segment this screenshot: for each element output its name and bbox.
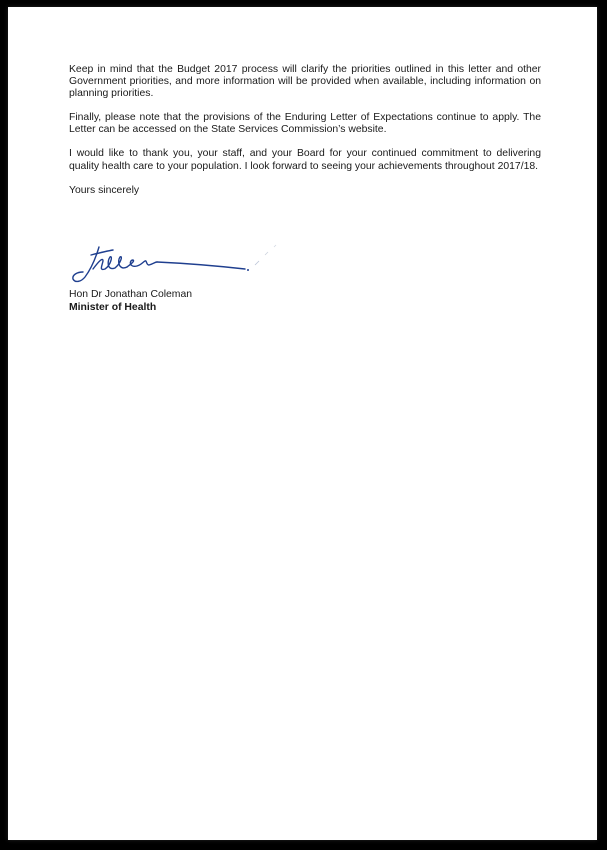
signer-name: Hon Dr Jonathan Coleman	[69, 289, 193, 300]
letter-page	[8, 7, 597, 840]
handwritten-signature	[69, 235, 284, 290]
signer-block	[69, 288, 192, 314]
closing-line: Yours sincerely	[69, 184, 140, 196]
paragraph-budget: Keep in mind that the Budget 2017 process will clarify the priorities outlined in this letter and other Government priorities, and more information will be provided when available, including information on planning priorities.	[69, 64, 541, 100]
letter-body	[69, 64, 541, 197]
signer-title: Minister of Health	[69, 302, 157, 313]
paragraph-enduring-letter: Finally, please note that the provisions of the Enduring Letter of Expectations continue to apply. The Letter can be accessed on the State Services Commission’s website.	[69, 112, 541, 136]
paragraph-thanks: I would like to thank you, your staff, and your Board for your continued commitment to delivering quality health care to your population. I look forward to seeing your achievements throughout 2017/18.	[69, 148, 541, 172]
